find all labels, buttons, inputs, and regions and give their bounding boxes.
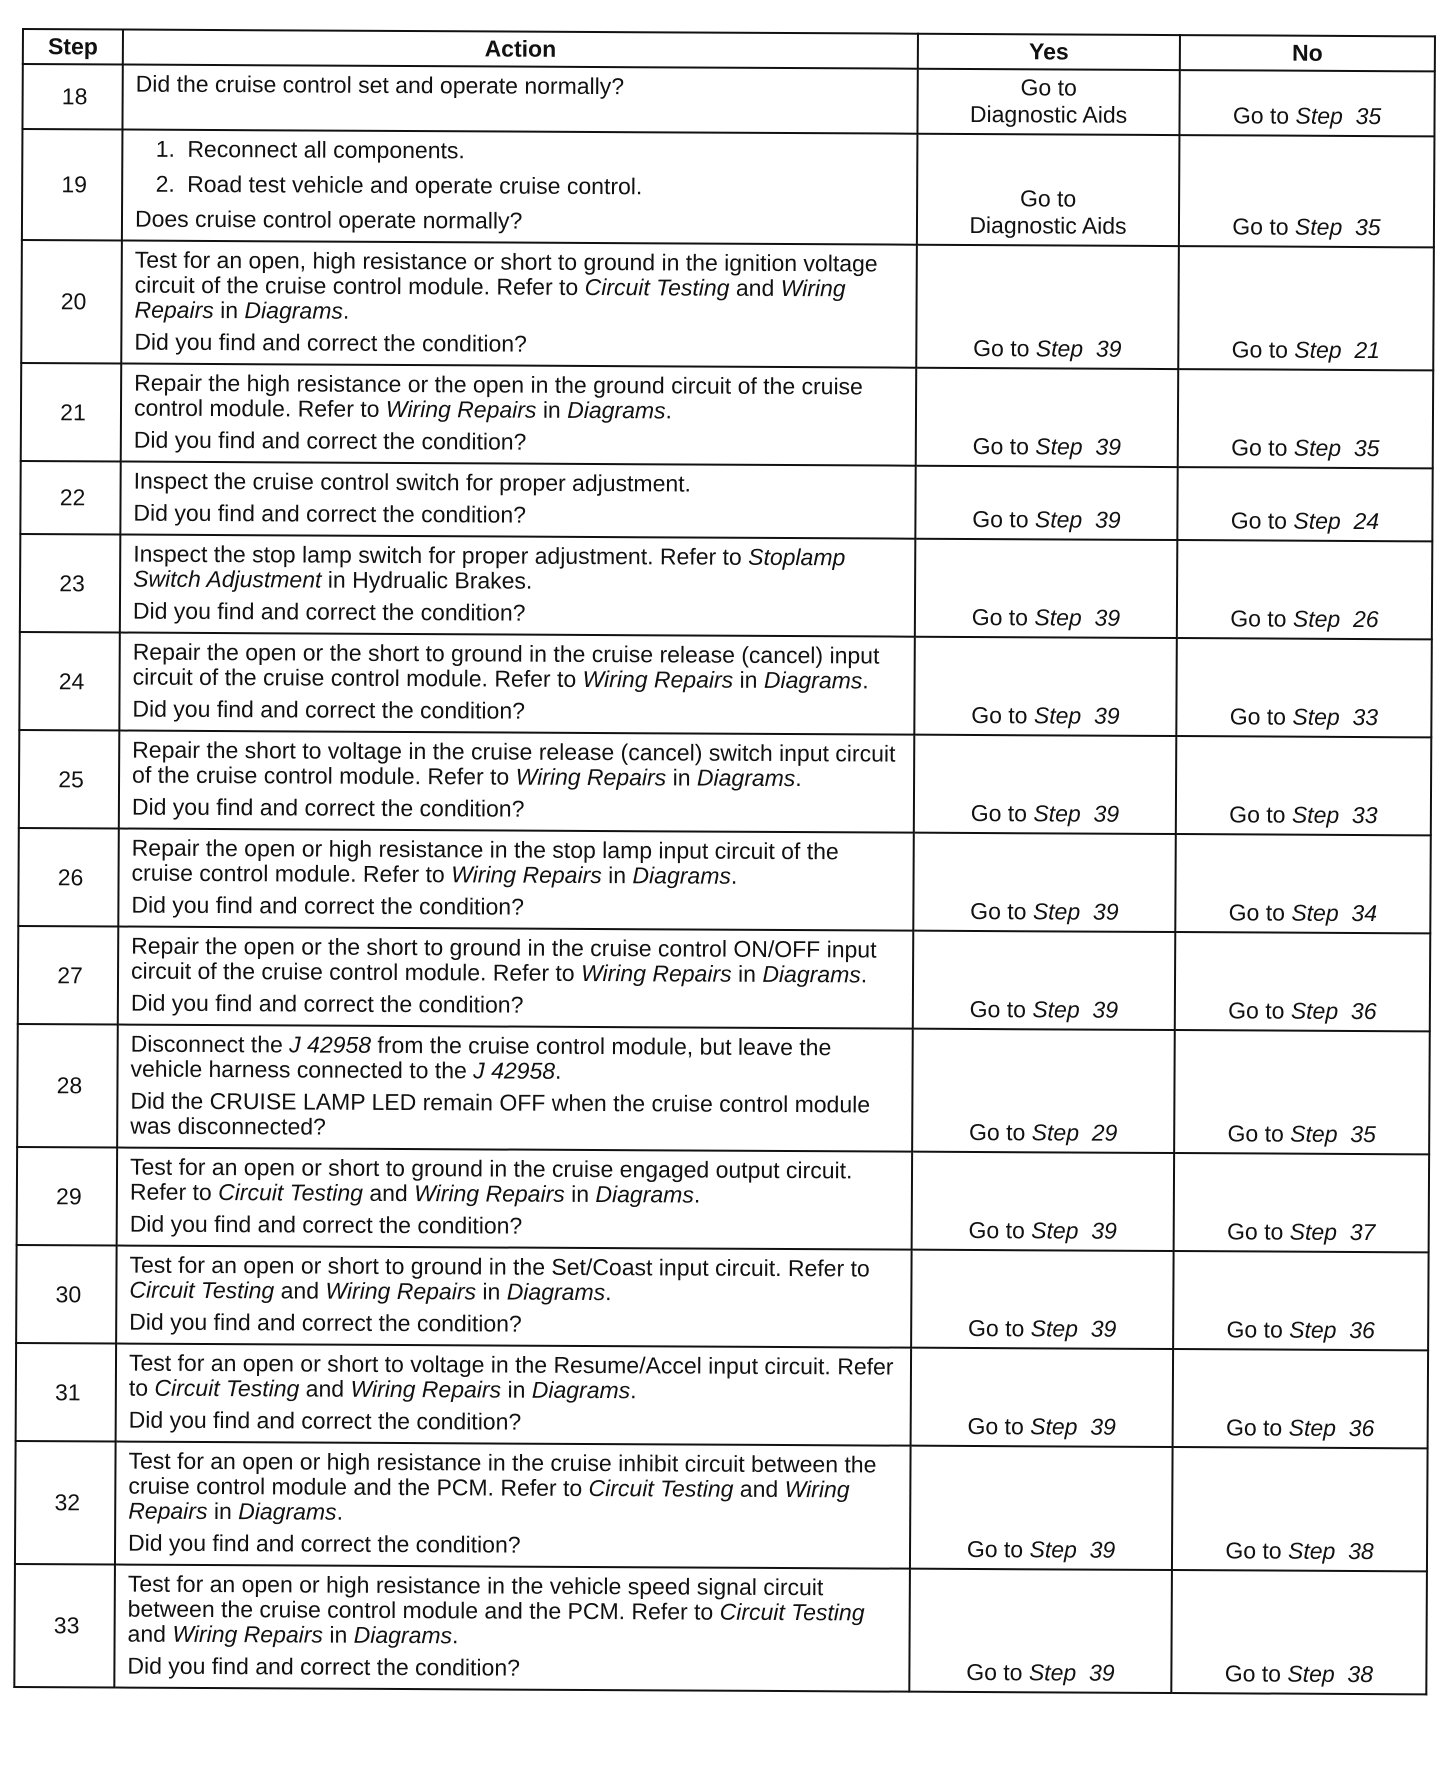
- table-row: [20, 461, 1432, 541]
- text-segment: .: [730, 862, 738, 889]
- yes-outcome: [914, 637, 1177, 736]
- outcome-step-ref: Step 39: [1035, 433, 1122, 460]
- table-row: [21, 363, 1433, 468]
- action-cell: [115, 1442, 911, 1569]
- step-number: 32: [15, 1441, 116, 1565]
- step-number: 27: [18, 926, 119, 1025]
- text-segment: Test for an open or short to voltage in the Resume/Accel input circuit. Refer to: [128, 1349, 894, 1401]
- text-segment: Did you find and correct the condition?: [133, 426, 527, 455]
- outcome-step-ref: Step 39: [1028, 1659, 1115, 1686]
- action-cell: [116, 1344, 912, 1446]
- outcome-step-ref: Step 39: [1030, 1315, 1117, 1342]
- no-outcome: [1177, 467, 1432, 541]
- no-outcome: [1179, 135, 1435, 247]
- action-cell: [119, 633, 915, 735]
- text-segment: Did you find and correct the condition?: [130, 989, 524, 1018]
- yes-outcome: [911, 1250, 1174, 1349]
- manual-reference: Wiring Repairs: [580, 959, 732, 987]
- yes-outcome: [915, 466, 1177, 540]
- table-body: [14, 64, 1434, 1694]
- text-segment: in: [733, 666, 764, 693]
- header-yes: Yes: [918, 34, 1180, 70]
- manual-reference: Diagrams: [567, 396, 666, 424]
- manual-reference: Diagrams: [353, 1621, 453, 1649]
- table-row: [22, 64, 1434, 136]
- manual-reference: Diagrams: [531, 1376, 631, 1404]
- text-segment: Did you find and correct the condition?: [131, 793, 525, 822]
- outcome-goto: Go to: [967, 1412, 1024, 1440]
- text-segment: Does cruise control operate normally?: [134, 205, 523, 234]
- text-segment: .: [795, 765, 802, 792]
- text-segment: Disconnect the: [130, 1030, 290, 1058]
- table-row: [19, 632, 1431, 737]
- text-segment: Did you find and correct the condition?: [132, 597, 526, 626]
- text-segment: .: [862, 667, 869, 694]
- step-number: 19: [22, 129, 123, 241]
- manual-reference: J 42958: [473, 1057, 556, 1084]
- text-segment: in: [666, 764, 697, 791]
- no-outcome: [1174, 1030, 1430, 1154]
- outcome-goto: Go to: [1230, 605, 1287, 632]
- action-cell: [122, 130, 918, 245]
- text-segment: .: [860, 961, 868, 988]
- no-outcome: [1172, 1447, 1428, 1571]
- table-row: [20, 534, 1432, 639]
- action-question: [130, 1212, 901, 1241]
- action-instruction: [133, 640, 904, 694]
- action-instruction: [131, 934, 902, 988]
- outcome-step-ref: Step 39: [1033, 702, 1120, 729]
- action-cell: [114, 1565, 910, 1692]
- text-segment: Test for an open or high resistance in the vehicle speed signal circuit between the cruise control module and the PCM. Refer to: [127, 1570, 824, 1625]
- outcome-step-ref: Step 24: [1293, 507, 1380, 535]
- text-segment: Test for an open or high resistance in the cruise inhibit circuit between the cruise control module and the PCM. Refer to: [128, 1447, 877, 1501]
- no-outcome: [1178, 369, 1434, 468]
- text-segment: from the cruise control module, but leave the vehicle harness connected to the: [130, 1031, 832, 1084]
- text-segment: Did you find and correct the condition?: [129, 1308, 522, 1337]
- outcome-goto: Go to: [1228, 997, 1285, 1024]
- no-outcome: [1179, 70, 1434, 136]
- outcome-step-ref: Step 36: [1290, 997, 1377, 1025]
- manual-reference: Circuit Testing: [129, 1276, 275, 1304]
- action-question: [132, 697, 903, 726]
- no-outcome: [1173, 1251, 1429, 1350]
- outcome-step-ref: Step 35: [1293, 434, 1380, 462]
- text-segment: Did you find and correct the condition?: [129, 1210, 523, 1239]
- yes-outcome: [916, 368, 1179, 467]
- text-segment: in: [207, 1497, 239, 1525]
- action-cell: [122, 65, 917, 134]
- manual-reference: Wiring Repairs: [350, 1375, 502, 1403]
- manual-reference: Diagrams: [244, 297, 343, 324]
- outcome-step-ref: Step 39: [1034, 604, 1121, 631]
- text-segment: .: [630, 1377, 637, 1404]
- action-cell: [117, 1025, 913, 1152]
- manual-reference: Diagrams: [595, 1181, 694, 1208]
- outcome-step-ref: Step 39: [1030, 1413, 1116, 1440]
- step-number: 20: [21, 240, 122, 364]
- outcome-goto: Go to: [1229, 703, 1287, 730]
- manual-reference: J 42958: [289, 1031, 372, 1058]
- step-number: 22: [20, 461, 120, 535]
- outcome-goto: Go to: [967, 1314, 1025, 1342]
- text-segment: .: [342, 297, 350, 324]
- outcome-step-ref: Step 29: [1031, 1119, 1118, 1146]
- step-number: 29: [17, 1147, 118, 1246]
- step-number: 31: [16, 1343, 117, 1442]
- action-question: [129, 1408, 900, 1437]
- table-row: [18, 828, 1430, 933]
- text-segment: Repair the high resistance or the open in the ground circuit of the cruise control module. Refer to: [133, 369, 863, 422]
- action-instruction: [129, 1253, 900, 1307]
- text-segment: .: [693, 1181, 701, 1208]
- manual-reference: Circuit Testing: [719, 1598, 865, 1626]
- action-instruction: [134, 469, 905, 498]
- action-question: [133, 501, 904, 530]
- table-row: [17, 1147, 1429, 1252]
- step-number: 26: [18, 828, 119, 927]
- outcome-step-ref: Step 35: [1290, 1120, 1376, 1148]
- outcome-step-ref: Step 36: [1289, 1316, 1375, 1344]
- outcome-goto: Go to: [1226, 1218, 1284, 1245]
- action-step-item: [181, 172, 906, 201]
- text-segment: and: [299, 1375, 351, 1402]
- text-segment: in: [731, 960, 763, 987]
- action-question: [127, 1654, 898, 1683]
- text-segment: .: [336, 1498, 344, 1525]
- outcome-goto: Go to: [1230, 507, 1288, 534]
- no-outcome: [1176, 638, 1432, 737]
- outcome-goto: Go to: [1231, 336, 1288, 363]
- table-row: [16, 1245, 1428, 1350]
- no-outcome: [1173, 1349, 1429, 1448]
- step-number: 33: [14, 1564, 115, 1688]
- outcome-line: Diagnostic Aids: [969, 100, 1128, 128]
- text-segment: Did you find and correct the condition?: [128, 1406, 522, 1435]
- action-question: [133, 599, 904, 628]
- manual-reference: Circuit Testing: [154, 1374, 300, 1402]
- action-question: [129, 1310, 900, 1339]
- outcome-line: Go to: [1020, 74, 1077, 101]
- no-outcome: [1174, 1153, 1430, 1252]
- manual-reference: Wiring Repairs: [451, 861, 602, 889]
- outcome-step-ref: Step 38: [1287, 1660, 1374, 1688]
- text-segment: in: [501, 1376, 532, 1403]
- no-outcome: [1175, 932, 1431, 1031]
- text-segment: and: [274, 1277, 326, 1304]
- outcome-step-ref: Step 33: [1292, 703, 1379, 731]
- outcome-goto: Go to: [968, 1216, 1025, 1244]
- yes-outcome: [910, 1446, 1173, 1570]
- text-segment: Test for an open or short to ground in the Set/Coast input circuit. Refer to: [129, 1251, 870, 1282]
- header-no: No: [1180, 35, 1435, 71]
- manual-reference: Wiring Repairs: [325, 1277, 477, 1305]
- step-number: 30: [16, 1245, 117, 1344]
- yes-outcome: [915, 539, 1178, 638]
- text-segment: and: [729, 274, 781, 301]
- text-segment: Road test vehicle and operate cruise control.: [187, 170, 643, 200]
- text-segment: in: [213, 297, 245, 324]
- header-step: Step: [23, 29, 123, 65]
- manual-reference: Circuit Testing: [584, 273, 730, 301]
- action-cell: [119, 731, 915, 833]
- text-segment: Did you find and correct the condition?: [128, 1529, 521, 1558]
- action-instruction: [132, 738, 903, 792]
- action-cell: [121, 241, 917, 368]
- manual-reference: Wiring Repairs: [172, 1620, 324, 1648]
- outcome-goto: Go to: [1226, 1316, 1283, 1343]
- outcome-goto: Go to: [972, 432, 1029, 460]
- text-segment: .: [605, 1279, 612, 1306]
- table-row: [15, 1441, 1428, 1571]
- action-steps-list: [135, 137, 906, 201]
- outcome-goto: Go to: [1229, 801, 1286, 828]
- step-number: 18: [22, 64, 122, 130]
- action-instruction: [133, 542, 904, 596]
- table-row: [19, 730, 1431, 835]
- yes-outcome: [913, 833, 1176, 932]
- text-segment: .: [452, 1622, 459, 1649]
- action-cell: [121, 364, 917, 466]
- yes-outcome: [913, 931, 1176, 1030]
- manual-reference: Circuit Testing: [588, 1474, 734, 1502]
- outcome-goto: Go to: [1225, 1537, 1282, 1564]
- outcome-step-ref: Step 39: [1034, 506, 1121, 533]
- outcome-goto: Go to: [966, 1658, 1023, 1686]
- manual-reference: Diagrams: [506, 1278, 606, 1306]
- outcome-step-ref: Step 36: [1288, 1414, 1375, 1442]
- action-cell: [118, 829, 914, 931]
- manual-reference: Circuit Testing: [218, 1179, 364, 1206]
- no-outcome: [1171, 1570, 1427, 1694]
- text-segment: Did the cruise control set and operate normally?: [135, 70, 625, 100]
- yes-outcome: [916, 245, 1179, 369]
- outcome-goto: Go to: [971, 701, 1028, 729]
- action-question: [130, 1089, 901, 1143]
- text-segment: Did you find and correct the condition?: [132, 695, 526, 724]
- yes-outcome: [914, 735, 1177, 834]
- outcome-goto: Go to: [1232, 213, 1289, 240]
- text-segment: Did the CRUISE LAMP LED remain OFF when the cruise control module was disconnected?: [130, 1087, 871, 1140]
- table-row: [17, 1024, 1430, 1154]
- text-segment: Repair the open or the short to ground in the cruise control ON/OFF input circuit of the cruise control module. Refer to: [130, 932, 877, 986]
- manual-reference: Wiring Repairs: [582, 665, 734, 693]
- outcome-line: Diagnostic Aids: [969, 211, 1127, 239]
- outcome-step-ref: Step 39: [1035, 335, 1122, 362]
- table-row: [16, 1343, 1428, 1448]
- action-question: [132, 795, 903, 824]
- manual-reference: Stoplamp Switch Adjustment: [133, 543, 846, 593]
- action-cell: [120, 462, 915, 539]
- outcome-goto: Go to: [972, 505, 1029, 533]
- step-number: 24: [19, 632, 120, 731]
- action-cell: [116, 1246, 912, 1348]
- action-instruction: [130, 1155, 901, 1209]
- action-cell: [117, 1148, 913, 1250]
- text-segment: Did you find and correct the condition?: [133, 499, 527, 528]
- outcome-goto: Go to: [968, 1118, 1026, 1146]
- outcome-step-ref: Step 26: [1292, 605, 1379, 633]
- yes-outcome: [912, 1029, 1175, 1153]
- outcome-goto: Go to: [1224, 1660, 1282, 1687]
- text-segment: Did you find and correct the condition?: [127, 1652, 521, 1681]
- action-cell: [120, 535, 916, 637]
- manual-reference: Wiring Repairs: [515, 763, 667, 791]
- yes-outcome: [917, 134, 1180, 246]
- text-segment: in: [322, 1621, 354, 1648]
- table-row: [22, 129, 1435, 247]
- outcome-goto: Go to: [970, 897, 1027, 925]
- action-instruction: [130, 1032, 901, 1086]
- manual-reference: Diagrams: [632, 862, 731, 889]
- text-segment: .: [665, 397, 673, 424]
- yes-outcome: [917, 69, 1179, 135]
- action-question: [134, 330, 905, 359]
- outcome-goto: Go to: [966, 1535, 1024, 1563]
- text-segment: and: [127, 1620, 173, 1647]
- text-segment: Inspect the cruise control switch for proper adjustment.: [133, 467, 692, 497]
- outcome-step-ref: Step 39: [1029, 1536, 1116, 1563]
- manual-reference: Diagrams: [762, 960, 861, 988]
- no-outcome: [1176, 736, 1432, 835]
- outcome-line: Go to: [1019, 185, 1077, 212]
- text-segment: and: [733, 1475, 785, 1503]
- text-segment: .: [555, 1057, 562, 1084]
- step-number: 23: [20, 534, 121, 633]
- action-step-item: [181, 137, 906, 166]
- outcome-goto: Go to: [973, 334, 1030, 362]
- manual-reference: Diagrams: [238, 1498, 337, 1525]
- action-instruction: [134, 248, 905, 327]
- outcome-step-ref: Step 35: [1294, 213, 1381, 241]
- no-outcome: [1177, 540, 1433, 639]
- text-segment: Test for an open or short to ground in the cruise engaged output circuit. Refer to: [129, 1153, 853, 1206]
- outcome-step-ref: Step 38: [1287, 1537, 1374, 1565]
- text-segment: and: [362, 1179, 415, 1207]
- text-segment: Repair the short to voltage in the cruise release (cancel) switch input circuit of the cruise control module. Refer to: [132, 736, 896, 790]
- text-segment: in: [536, 396, 568, 423]
- outcome-goto: Go to: [971, 603, 1029, 631]
- action-question: [134, 428, 905, 457]
- outcome-goto: Go to: [970, 799, 1028, 827]
- action-instruction: [134, 371, 905, 425]
- outcome-step-ref: Step 37: [1289, 1218, 1376, 1246]
- action-question: [128, 1531, 899, 1560]
- manual-reference: Wiring Repairs: [128, 1476, 850, 1524]
- outcome-step-ref: Step 39: [1032, 996, 1119, 1023]
- outcome-goto: Go to: [969, 995, 1027, 1023]
- text-segment: in: [475, 1278, 507, 1305]
- action-instruction: [135, 207, 906, 236]
- manual-reference: Wiring Repairs: [414, 1180, 565, 1207]
- diagnostic-table: [13, 28, 1436, 1695]
- yes-outcome: [912, 1152, 1175, 1251]
- text-segment: Did you find and correct the condition?: [131, 891, 525, 920]
- action-instruction: [129, 1351, 900, 1405]
- header-action: Action: [123, 30, 918, 69]
- outcome-goto: Go to: [1225, 1414, 1283, 1441]
- outcome-step-ref: Step 33: [1291, 801, 1378, 829]
- outcome-goto: Go to: [1232, 102, 1290, 129]
- manual-reference: Wiring Repairs: [134, 274, 846, 324]
- text-segment: Reconnect all components.: [187, 135, 465, 164]
- text-segment: in: [564, 1180, 596, 1208]
- yes-outcome: [911, 1348, 1174, 1447]
- manual-reference: Wiring Repairs: [385, 395, 537, 423]
- outcome-step-ref: Step 39: [1031, 1217, 1117, 1244]
- outcome-step-ref: Step 39: [1032, 898, 1119, 925]
- manual-reference: Diagrams: [763, 666, 863, 694]
- action-question: [131, 991, 902, 1020]
- outcome-step-ref: Step 21: [1294, 336, 1381, 364]
- outcome-goto: Go to: [1227, 1120, 1284, 1147]
- text-segment: Repair the open or the short to ground in the cruise release (cancel) input circuit of the cruise control module. Refer to: [132, 638, 880, 692]
- action-instruction: [132, 836, 903, 890]
- text-segment: Test for an open, high resistance or short to ground in the ignition voltage circuit of the cruise control module. Refer to: [134, 246, 878, 300]
- step-number: 21: [21, 363, 122, 462]
- outcome-step-ref: Step 35: [1295, 102, 1382, 130]
- no-outcome: [1178, 246, 1434, 370]
- manual-reference: Diagrams: [696, 764, 796, 792]
- table-row: [14, 1564, 1427, 1694]
- table-row: [18, 926, 1430, 1031]
- table-row: [21, 240, 1434, 370]
- outcome-step-ref: Step 34: [1291, 899, 1378, 927]
- action-instruction: [136, 72, 907, 101]
- text-segment: in: [601, 862, 633, 889]
- outcome-goto: Go to: [1228, 899, 1286, 926]
- text-segment: Repair the open or high resistance in the stop lamp input circuit of the cruise control module. Refer to: [131, 834, 839, 888]
- text-segment: Inspect the stop lamp switch for proper adjustment. Refer to: [133, 540, 749, 570]
- step-number: 28: [17, 1024, 118, 1148]
- no-outcome: [1175, 834, 1431, 933]
- action-instruction: [128, 1449, 899, 1528]
- outcome-goto: Go to: [1231, 434, 1288, 461]
- action-instruction: [128, 1572, 899, 1651]
- step-number: 25: [19, 730, 120, 829]
- text-segment: Did you find and correct the condition?: [134, 328, 527, 357]
- outcome-step-ref: Step 39: [1033, 800, 1120, 827]
- action-question: [131, 893, 902, 922]
- yes-outcome: [909, 1569, 1172, 1693]
- action-cell: [118, 927, 914, 1029]
- text-segment: in Hydrualic Brakes.: [321, 566, 533, 594]
